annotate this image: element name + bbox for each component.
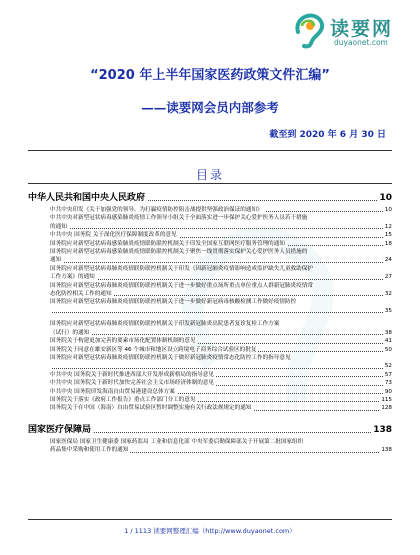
toc-entry[interactable] [28, 240, 392, 248]
toc-entry[interactable] [28, 396, 392, 404]
toc-entry-title: 国家医保局 国家卫生健康委 国家药监局 工业和信息化部 中央军委后勤保障部关于开展第二批国家组织 [50, 438, 304, 445]
cutoff-date: 截至到 2020 年 6 月 30 日 [269, 130, 386, 140]
toc-page-number: 138 [381, 447, 392, 454]
toc-heading: 目录 [195, 168, 224, 182]
toc-entry-title: 中共中央 国务院关于新时代推进西部大开发形成新格局的指导意见 [50, 371, 214, 378]
toc-entry-title: 中共中央对新型冠状病毒感染肺炎疫情工作领导小组关于全面落实进一步保护关心爱护医务人员若干措施 [50, 215, 308, 222]
toc-page-number: 10 [384, 207, 392, 213]
toc-entry-title: 国务院应对新型冠状病毒肺炎疫情联防联控机制关于进一步做好新冠病毒核酸检测工作做好疫情防控 [50, 299, 297, 306]
toc-page-number: 52 [384, 363, 392, 370]
toc-entry[interactable] [28, 206, 392, 214]
divider [28, 150, 392, 151]
toc-entry[interactable] [28, 298, 392, 315]
toc-page-number: 73 [384, 380, 392, 387]
toc-entry-title-cont: 药品集中采购和使用工作的通知 [50, 447, 129, 454]
divider [28, 183, 392, 184]
toc-entry[interactable] [28, 265, 392, 282]
toc-page-number: 90 [384, 388, 392, 395]
toc-entry[interactable] [28, 371, 392, 379]
toc-section[interactable] [28, 422, 392, 435]
toc-entry-title: 国务院关于在中国（海南）自由贸易试验区暂时调整实施有关行政法规规定的通知 [50, 405, 252, 412]
toc-page-number: 18 [384, 240, 392, 247]
toc-entry-title: 国务院应对新型冠状病毒肺炎疫情联防联控机制关于印发新冠肺炎出院患者复诊复检工作方案 [50, 321, 280, 328]
toc-entry[interactable] [28, 320, 392, 337]
toc-entry[interactable] [28, 388, 392, 396]
toc-entry[interactable] [28, 248, 392, 265]
toc-entry[interactable] [28, 438, 392, 455]
toc-entry-title-cont: 通知 [50, 257, 62, 264]
toc-entry-title-cont: 态化防控相关工作的通知 [50, 291, 112, 298]
brand-url: duyaonet.com [334, 38, 388, 47]
toc-entry-title: 国务院关于构建更加完善的要素市场化配置体制机制的意见 [50, 338, 196, 345]
toc-entry-title: 国务院应对新型冠状病毒感染肺炎疫情联防联控机制关于聚焦一线贯彻落实保护关心爱护医务人员措施的 [50, 249, 308, 256]
divider [28, 519, 392, 520]
toc-entry[interactable] [28, 346, 392, 354]
toc-entry-title: 中共中央印发《关于加强党的领导、为打赢疫情防控阻击战提供坚强政治保证的通知》 [50, 207, 263, 213]
toc-entry-title: 国务院应对新型冠状病毒肺炎疫情联防联控机制关于进一步做好重点场所重点单位重点人群新冠肺炎疫情常 [50, 282, 313, 289]
brand-name: 读要网 [330, 18, 394, 40]
ear-logo-icon [290, 8, 328, 50]
toc-section-title: 国家医疗保障局 [28, 424, 92, 435]
toc-section-title: 中华人民共和国中央人民政府 [28, 193, 146, 203]
toc-entry-title: 国务院关于落实《政府工作报告》重点工作部门分工的意见 [50, 396, 196, 403]
toc-page-number: 10 [379, 193, 392, 203]
toc-page-number: 115 [381, 396, 392, 403]
toc-page-number: 24 [384, 257, 392, 264]
toc-entry-title: 中共中央 国务院 关于深化医疗保障制度改革的意见 [50, 232, 177, 239]
toc-entry-title: 中共中央 国务院关于新时代加快完善社会主义市场经济体制的意见 [50, 380, 214, 387]
toc-entry-title-cont [50, 363, 52, 369]
toc-page-number: 12 [384, 223, 392, 230]
toc-entry-title-cont [50, 308, 52, 314]
page-footer: 1 / 1113 读要网整理汇编（http://www.duyaonet.com） [124, 527, 296, 535]
toc-entry-title: 国务院应对新型冠状病毒肺炎疫情联防联控机制关于印发《因新冠肺炎疫情影响造成监护缺失儿童救助保护 [50, 265, 313, 272]
toc-page-number: 15 [384, 232, 392, 239]
toc-entry[interactable] [28, 404, 392, 412]
toc-entry[interactable] [28, 231, 392, 239]
toc-page-number: 32 [384, 291, 392, 298]
table-of-contents [28, 186, 392, 455]
toc-page-number: 138 [373, 424, 392, 435]
brand-logo [290, 8, 410, 52]
toc-page-number: 50 [384, 346, 392, 353]
toc-page-number: 27 [384, 274, 392, 281]
toc-entry[interactable] [28, 354, 392, 371]
toc-entry-title: 国务院应对新型冠状病毒肺炎疫情联防联控机制关于做好新冠肺炎疫情常态化防控工作的指导意见 [50, 354, 291, 361]
toc-entry[interactable] [28, 337, 392, 345]
toc-entry-title: 国务院关于同意在雄安新区等 46 个城市和地区设立跨境电子商务综合试验区的批复 [50, 346, 257, 353]
document-subtitle: ——读要网会员内部参考 [141, 100, 279, 115]
toc-entry-title-cont: （试行）的通知 [50, 329, 90, 336]
toc-entry[interactable] [28, 214, 392, 231]
toc-entry-title-cont: 工作方案》的通知 [50, 274, 95, 281]
toc-page-number: 41 [384, 338, 392, 345]
toc-page-number: 38 [384, 329, 392, 336]
toc-page-number: 128 [381, 405, 392, 412]
toc-entry-title-cont: 的通知 [50, 223, 67, 230]
toc-section[interactable] [28, 190, 392, 203]
document-title: “2020 年上半年国家医药政策文件汇编” [90, 68, 330, 83]
toc-entry[interactable] [28, 379, 392, 387]
toc-entry-title: 国务院应对新型冠状病毒感染肺炎疫情联防联控机制关于印发全国家互联网医疗服务管理的通知 [50, 240, 285, 247]
toc-entry-title: 中共中央 国务院印发海南自由贸易港建设总体方案 [50, 388, 175, 395]
toc-page-number: 35 [384, 307, 392, 314]
toc-entry[interactable] [28, 282, 392, 299]
toc-page-number: 57 [384, 371, 392, 378]
